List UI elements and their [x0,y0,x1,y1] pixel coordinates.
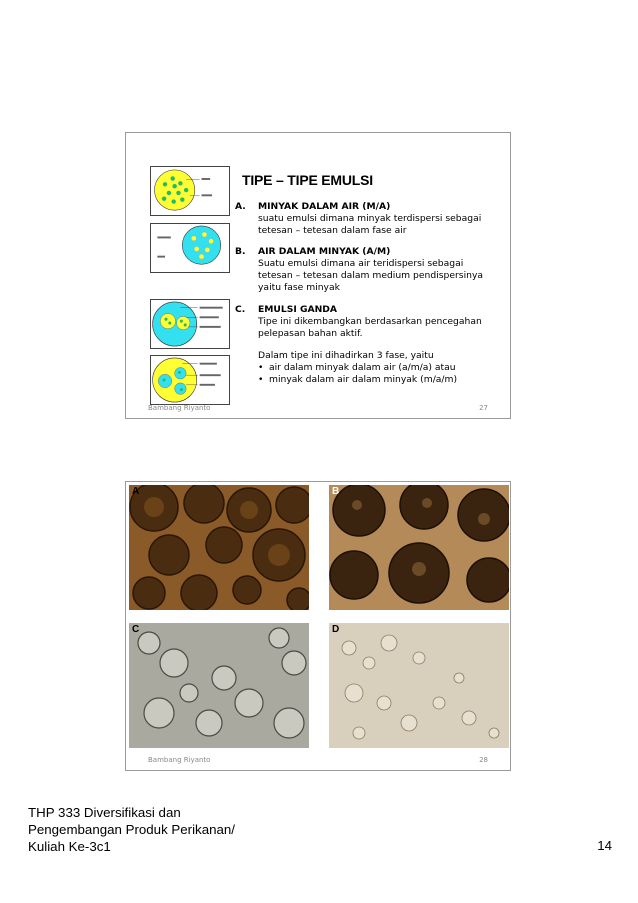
footer-line: Pengembangan Produk Perikanan/ [28,822,235,837]
section-letter: C. [235,304,246,315]
panel-label: B [332,486,340,497]
section-letter: B. [235,246,246,257]
section-letter: A. [235,201,246,212]
section-line: yaitu fase minyak [258,282,340,293]
section-heading: EMULSI GANDA [258,304,338,315]
bullet-item: • minyak dalam air dalam minyak (m/a/m) [258,374,505,386]
slide-page-number: 28 [479,756,488,764]
section-line: tetesan – tetesan dalam medium pendispersinya [258,270,484,281]
oil-in-water-diagram [150,166,230,216]
section-line: Tipe ini dikembangkan berdasarkan pencegahan [258,316,482,327]
bullet-item: • air dalam minyak dalam air (a/m/a) atau [258,362,505,374]
micrograph-c [129,623,309,748]
micrograph-d [329,623,509,748]
section-line: tetesan – tetesan dalam fase air [258,225,407,236]
slide-emulsion-types [125,132,511,419]
slide-author: Bambang Riyanto [148,756,211,764]
micrograph-a [129,485,309,610]
panel-label: A [132,486,140,497]
section-b [235,246,505,294]
footer-line: THP 333 Diversifikasi dan [28,805,181,820]
footer-line: Kuliah Ke-3c1 [28,839,111,854]
panel-label: C [132,624,140,635]
section-intro: Dalam tipe ini dihadirkan 3 fase, yaitu [258,350,434,361]
section-a [235,201,505,237]
water-in-oil-diagram [150,223,230,273]
section-line: suatu emulsi dimana minyak terdispersi sebagai [258,213,482,224]
document-page-number: 14 [597,838,612,853]
slide-micrographs [125,481,511,771]
micrograph-b [329,485,509,610]
double-emulsion-wow-diagram [150,299,230,349]
slide-author: Bambang Riyanto [148,404,211,412]
section-line: pelepasan bahan aktif. [258,328,363,339]
section-heading: AIR DALAM MINYAK (A/M) [258,246,391,257]
section-c [235,304,505,386]
slide-page-number: 27 [479,404,488,412]
slide-title: TIPE – TIPE EMULSI [242,172,373,188]
document-footer [28,804,235,855]
panel-label: D [332,624,340,635]
section-line: Suatu emulsi dimana air teridispersi sebagai [258,258,464,269]
section-heading: MINYAK DALAM AIR (M/A) [258,201,391,212]
double-emulsion-owo-diagram [150,355,230,405]
